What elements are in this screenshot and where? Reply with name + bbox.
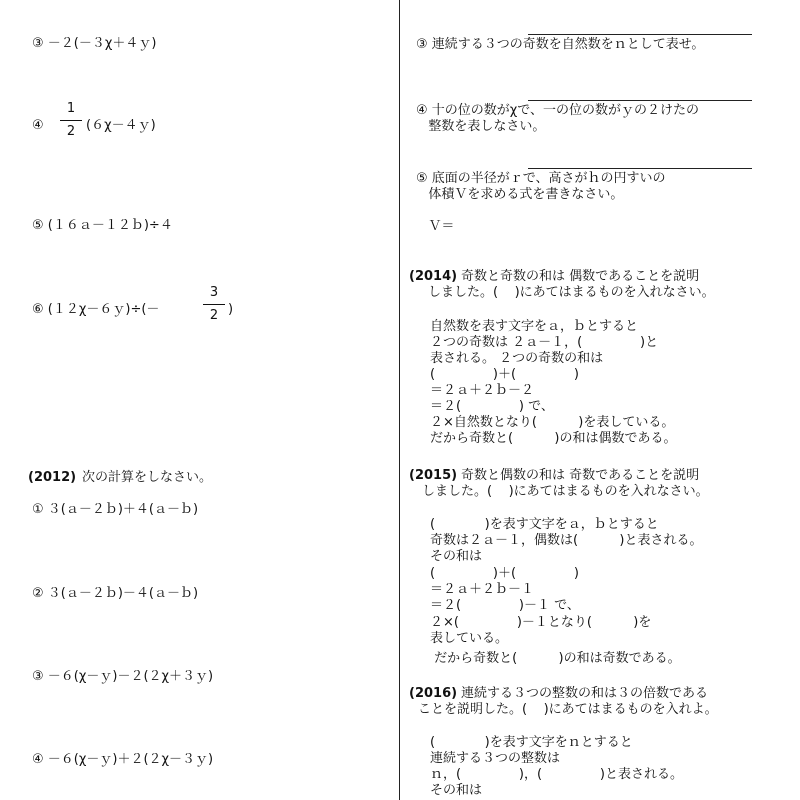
- right-problem-4-line2: 整数を表しなさい。: [416, 119, 546, 134]
- problem-6-expression: ⑥ (１２χ－６ｙ)÷(－: [32, 302, 160, 317]
- problem-6-fraction: [203, 285, 225, 324]
- section-2014-line1: 奇数と奇数の和は 偶数であることを説明: [461, 269, 700, 284]
- section-2014-body-2: 表される。 ２つの奇数の和は: [430, 351, 604, 366]
- section-2016-body-1: 連続する３つの整数は: [430, 751, 561, 766]
- question-3: ③ －６(χ－ｙ)－２(２χ＋３ｙ): [32, 669, 214, 684]
- right-problem-4-line1: ④ 十の位の数がχで、一の位の数がｙの２けたの: [416, 103, 700, 118]
- column-divider: [399, 0, 400, 800]
- fraction-bar: [60, 120, 82, 121]
- section-2014-body-3: ( )＋( ): [430, 367, 579, 382]
- section-2016-body-2: ｎ，( )，( )と表される。: [430, 767, 683, 782]
- section-2015-body-7: 表している。: [430, 631, 509, 646]
- section-2014-body-4: ＝２ａ＋２ｂ－２: [430, 383, 535, 398]
- right-problem-5-volume: Ｖ＝: [416, 219, 455, 234]
- section-2014-tag: (2014): [409, 269, 458, 284]
- section-2016-body-0: ( )を表す文字をｎとすると: [430, 735, 633, 750]
- section-2012-tag: (2012): [28, 470, 77, 485]
- section-2015-body-1: 奇数は２ａ－１，偶数は( )と表される。: [430, 533, 703, 548]
- section-2016-line2: ことを説明した。( )にあてはまるものを入れよ。: [418, 702, 718, 717]
- section-2015-body-3: ( )＋( ): [430, 566, 579, 581]
- section-2015-tag: (2015): [409, 468, 458, 483]
- section-2016-tag: (2016): [409, 686, 458, 701]
- section-2016-body-3: その和は: [430, 783, 483, 798]
- problem-3: ③ －２(－３χ＋４ｙ): [32, 36, 157, 51]
- problem-4-fraction: [60, 101, 82, 140]
- section-2015-body-5: ＝２( )－１ で、: [430, 598, 580, 613]
- problem-4-expression: (６χ－４ｙ): [86, 118, 156, 133]
- section-2014-body-0: 自然数を表す文字をａ，ｂとすると: [430, 319, 639, 334]
- section-2015-body-2: その和は: [430, 549, 483, 564]
- section-2015-line2: しました。( )にあてはまるものを入れなさい。: [422, 484, 709, 499]
- right-problem-3: ③ 連続する３つの奇数を自然数をｎとして表せ。: [416, 37, 705, 52]
- right-problem-5-line1: ⑤ 底面の半径がｒで、高さがｈの円すいの: [416, 171, 666, 186]
- section-2016-line1: 連続する３つの整数の和は３の倍数である: [461, 686, 709, 701]
- section-2015-body-8: だから奇数と( )の和は奇数である。: [430, 651, 681, 666]
- answer-line-3: [528, 34, 752, 35]
- section-2012-title: 次の計算をしなさい。: [82, 470, 213, 485]
- problem-6-close: ): [228, 302, 234, 317]
- section-2014-body-7: だから奇数と( )の和は偶数である。: [430, 431, 677, 446]
- fraction-numerator: 1: [66, 101, 76, 116]
- section-2015-body-0: ( )を表す文字をａ，ｂとすると: [430, 517, 659, 532]
- section-2015-line1: 奇数と偶数の和は 奇数であることを説明: [461, 468, 700, 483]
- problem-5: ⑤ (１６ａ－１２ｂ)÷４: [32, 218, 173, 233]
- fraction-bar: [203, 304, 225, 305]
- fraction-denominator: 2: [209, 308, 219, 323]
- question-1: ① ３(ａ－２ｂ)＋４(ａ－ｂ): [32, 502, 199, 517]
- answer-line-5: [528, 168, 752, 169]
- fraction-denominator: 2: [66, 124, 76, 139]
- section-2014-body-1: ２つの奇数は ２ａ－１，( )と: [430, 335, 659, 350]
- section-2014-line2: しました。( )にあてはまるものを入れなさい。: [428, 285, 715, 300]
- fraction-numerator: 3: [209, 285, 219, 300]
- section-2014-body-6: ２×自然数となり( )を表している。: [430, 415, 675, 430]
- question-2: ② ３(ａ－２ｂ)－４(ａ－ｂ): [32, 586, 199, 601]
- section-2015-body-6: ２×( )－１となり( )を: [430, 615, 652, 630]
- answer-line-4: [528, 100, 752, 101]
- section-2015-body-4: ＝２ａ＋２ｂ－１: [430, 582, 535, 597]
- problem-4-mark: ④: [32, 118, 44, 133]
- section-2014-body-5: ＝２( ) で、: [430, 399, 554, 414]
- right-problem-5-line2: 体積Ｖを求める式を書きなさい。: [416, 187, 624, 202]
- question-4: ④ －６(χ－ｙ)＋２(２χ－３ｙ): [32, 752, 214, 767]
